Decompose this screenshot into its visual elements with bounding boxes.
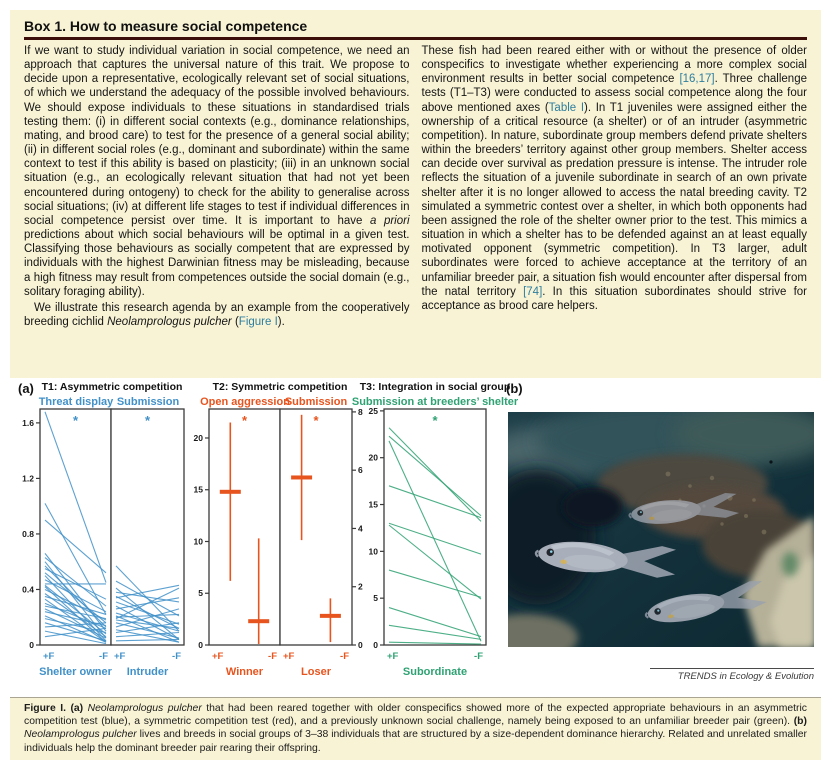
- journal-credit: TRENDS in Ecology & Evolution: [650, 668, 814, 682]
- svg-text:20: 20: [368, 452, 378, 463]
- figure-panel: [10, 378, 821, 698]
- svg-text:1.2: 1.2: [22, 473, 34, 484]
- svg-text:0.4: 0.4: [22, 584, 34, 595]
- svg-text:-F: -F: [172, 651, 181, 662]
- svg-text:0: 0: [29, 640, 34, 650]
- title-rule: [24, 37, 807, 40]
- svg-text:10: 10: [193, 536, 203, 547]
- svg-text:+F: +F: [43, 651, 55, 662]
- svg-text:-F: -F: [340, 651, 349, 662]
- fish-photo: [508, 412, 814, 647]
- svg-text:1.6: 1.6: [22, 417, 34, 428]
- chart-t1-asymmetric-competition: [16, 405, 194, 688]
- svg-text:+F: +F: [387, 651, 399, 662]
- svg-text:*: *: [432, 413, 438, 428]
- figure-caption: Figure I. (a) Neolamprologus pulcher that had been reared together with older conspecifics showed more of the expected appropriate behaviours in an asymmetric competition test (blue), a symmetric competition test (red), and a previously unknown social challenge, namely being exposed to an unfamiliar breeder pair (green). (b) Neolamprologus pulcher lives and breeds in social groups of 3–38 individuals that are structured by a size-dependent dominance hierarchy. Related and unrelated smaller individuals help the dominant breeder pair rearing their offspring.: [24, 703, 807, 754]
- chart-t3-title: T3: Integration in social group: [359, 381, 511, 393]
- svg-text:Loser: Loser: [301, 666, 331, 678]
- chart-t2-sublabel-open-aggression: Open aggression: [200, 396, 290, 408]
- svg-text:8: 8: [358, 406, 363, 417]
- left-column: [24, 44, 410, 374]
- body-paragraph: If we want to study individual variation in social competence, we need an approach that captures the universal nature of this trait. We propose to decide upon a representative, ecologically relevant set of social situations, of which we understand the adequacy of the possible involved behaviours. We should expose individuals to these situations in standardised trials testing them: (i) in different social contexts (e.g., dominance relationships, mating, and brood care) to test for the presence of a general social ability; (ii) in different social roles (e.g., dominant and subordinate) within the same context to test if this ability is based on plasticity; (iii) in an unknown social situation (e.g., an ecologically relevant situation that had not yet been encountered during ontogeny) to check for the ability to generalise across social situations; (iv) at different life stages to test if individual differences in social competence persist over time. It is important to have a priori predictions about which social behaviours will be optimal in a given test. Classifying those behaviours as socially competent that are expressed by individuals with the highest Darwinian fitness may be misleading, because a high fitness may result from competences outside the social domain (e.g., solitary foraging ability).: [24, 45, 410, 298]
- svg-text:15: 15: [368, 499, 378, 510]
- svg-text:+F: +F: [114, 651, 126, 662]
- chart-t3-social-group-integration: [360, 405, 510, 688]
- svg-text:0: 0: [358, 640, 363, 650]
- box-1: [10, 10, 821, 760]
- svg-text:-F: -F: [474, 651, 483, 662]
- chart-t2-title: T2: Symmetric competition: [212, 381, 348, 393]
- box-title: Box 1. How to measure social competence: [24, 18, 308, 34]
- svg-text:25: 25: [368, 405, 378, 416]
- box-body: [24, 44, 807, 374]
- body-paragraph: We illustrate this research agenda by an example from the cooperatively breeding cichlid Neolamprologus pulcher (Figure I).: [24, 301, 410, 328]
- svg-text:+F: +F: [283, 651, 295, 662]
- body-paragraph: These fish had been reared either with or without the presence of older conspecifics to investigate whether experiencing a more complex social environment results in better social competence [16,17]. Three challenge tests (T1–T3) were conducted to assess social competence along the four above mentioned axes (Table I). In T1 juveniles were assigned either the ownership of a critical resource (a shelter) or of an intruder (asymmetric competition). In nature, subordinate group members defend private shelters within the breeders’ territory against other group members. Shelter access can decide over survival as predation pressure is intense. The intruder role reflects the situation of a juvenile subordinate in search of an own private shelter after it is no longer allowed to access the natal breeding cavity. T2 simulated a symmetric contest over a shelter, in which both opponents had been assigned the role of the shelter owner prior to the test. This mimics a situation in which a shelter has to be defended against an at least equally motivated opponent (symmetric competition). In T3 larger, adult subordinates were forced to achieve acceptance at the territory of an unfamiliar breeder pair, a situation fish would encounter after dispersal from the natal territory [74]. In this situation subordinates should strive for acceptance as brood care helpers.: [421, 45, 807, 312]
- chart-t2-symmetric-competition: [185, 405, 375, 688]
- chart-t2-sublabel-submission: Submission: [284, 396, 348, 408]
- svg-text:Subordinate: Subordinate: [402, 666, 468, 678]
- right-column: [422, 44, 808, 374]
- panel-b-label: (b): [506, 381, 523, 396]
- svg-text:10: 10: [368, 546, 378, 557]
- svg-text:0: 0: [198, 640, 203, 650]
- svg-text:Intruder: Intruder: [126, 666, 169, 678]
- svg-text:5: 5: [198, 588, 203, 599]
- svg-text:*: *: [144, 413, 151, 428]
- svg-text:0.8: 0.8: [22, 528, 34, 539]
- svg-text:*: *: [72, 413, 79, 428]
- svg-text:-F: -F: [99, 651, 108, 662]
- svg-text:20: 20: [193, 432, 203, 443]
- chart-t1-sublabel-submission: Submission: [116, 396, 180, 408]
- chart-t3-sublabel-breeders-shelter: Submission at breeders’ shelter: [351, 396, 519, 408]
- svg-text:Winner: Winner: [225, 666, 264, 678]
- svg-text:0: 0: [373, 640, 378, 650]
- svg-text:-F: -F: [268, 651, 277, 662]
- svg-text:15: 15: [193, 484, 203, 495]
- panel-a-label: (a): [18, 381, 34, 396]
- svg-text:6: 6: [358, 465, 363, 476]
- svg-text:Shelter owner: Shelter owner: [39, 666, 112, 678]
- svg-text:*: *: [313, 413, 319, 428]
- svg-text:4: 4: [358, 523, 363, 534]
- svg-text:+F: +F: [212, 651, 224, 662]
- svg-text:*: *: [241, 413, 248, 428]
- svg-text:5: 5: [373, 593, 378, 604]
- chart-t1-sublabel-threat-display: Threat display: [38, 396, 114, 408]
- svg-text:2: 2: [358, 581, 363, 592]
- chart-t1-title: T1: Asymmetric competition: [41, 381, 183, 393]
